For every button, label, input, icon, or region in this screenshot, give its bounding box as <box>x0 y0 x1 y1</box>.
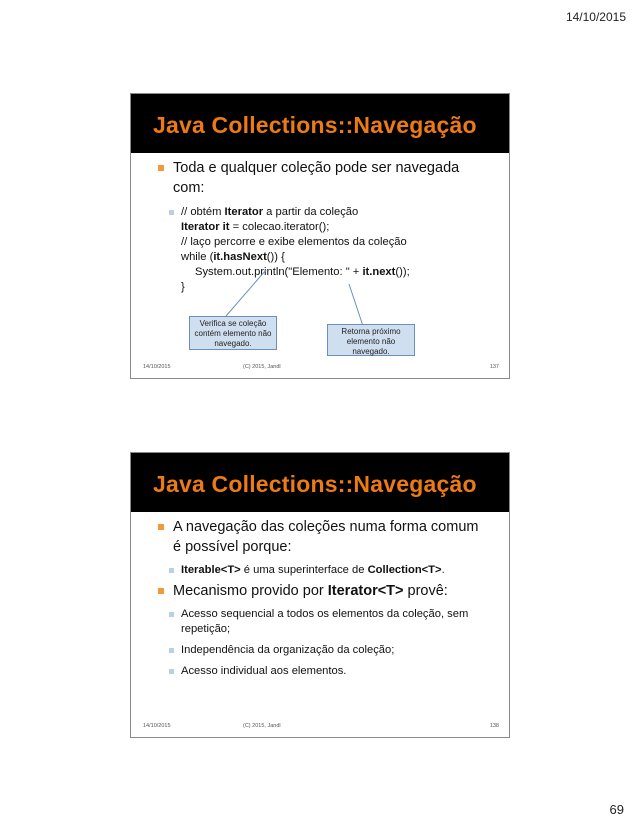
code-text: while ( <box>181 251 214 263</box>
footer-date: 14/10/2015 <box>143 723 171 729</box>
code-text: = colecao.iterator(); <box>229 221 330 233</box>
square-bullet-icon <box>158 524 164 530</box>
code-text: ()); <box>395 266 410 278</box>
bullet-text: Toda e qualquer coleção pode ser navegada com: <box>173 160 460 196</box>
footer-slide-number: 137 <box>489 364 499 370</box>
square-sub-bullet-icon <box>169 568 174 573</box>
sub-text: é uma superinterface de <box>240 564 368 576</box>
sub-text: Acesso individual aos elementos. <box>181 665 347 677</box>
callout-hasnext: Verifica se coleção contém elemento não navegado. <box>189 316 277 350</box>
slide-137 <box>130 93 510 379</box>
code-text: ()) { <box>266 251 285 263</box>
code-bold: it.hasNext <box>213 251 267 263</box>
sub-bold: Iterable<T> <box>181 564 241 576</box>
sub-text-c: a partir da coleção <box>263 206 359 218</box>
sub-bold: Collection<T> <box>367 564 442 576</box>
square-sub-bullet-icon <box>169 612 174 617</box>
bullet-text: Mecanismo provido por <box>173 583 328 599</box>
page-number: 69 <box>609 802 624 817</box>
square-sub-bullet-icon <box>169 669 174 674</box>
code-line-5: } <box>181 281 185 293</box>
bullet-item <box>131 517 509 557</box>
bullet-item <box>131 581 509 601</box>
sub-text: Independência da organização da coleção; <box>181 644 395 656</box>
page-date: 14/10/2015 <box>565 10 626 24</box>
code-bold: it.next <box>362 266 396 278</box>
callout-pointer-1 <box>226 270 266 316</box>
sub-bullet-item <box>131 607 509 637</box>
bullet-bold: Iterator<T> <box>327 583 404 599</box>
callout-next: Retorna próximo elemento não navegado. <box>327 324 415 356</box>
callout-pointer-2 <box>349 284 363 326</box>
bullet-text: provê: <box>403 583 448 599</box>
bullet-text: A navegação das coleções numa forma comum é possível porque: <box>173 519 479 555</box>
slide-138 <box>130 452 510 738</box>
sub-text: Acesso sequencial a todos os elementos da coleção, sem repetição; <box>181 608 469 635</box>
square-bullet-icon <box>158 588 164 594</box>
footer-copyright: (C) 2015, Jandl <box>243 723 281 729</box>
code-line-2: // laço percorre e exibe elementos da coleção <box>181 236 407 248</box>
slide-title: Java Collections::Navegação <box>153 471 477 497</box>
code-text: System.out.println("Elemento: " + <box>195 266 363 278</box>
slide-header <box>131 453 509 512</box>
code-bold: Iterator it <box>181 221 230 233</box>
sub-text: . <box>441 564 445 576</box>
callout-pointers <box>131 94 509 378</box>
footer-copyright: (C) 2015, Jandl <box>243 364 281 370</box>
slide-title: Java Collections::Navegação <box>153 112 477 138</box>
sub-bullet-item <box>131 563 509 578</box>
sub-text-b: Iterator <box>224 206 264 218</box>
sub-bullet-item <box>131 643 509 658</box>
sub-text-a: // obtém <box>181 206 225 218</box>
slide-body <box>131 517 509 679</box>
footer-slide-number: 138 <box>489 723 499 729</box>
footer-date: 14/10/2015 <box>143 364 171 370</box>
sub-bullet-item <box>131 664 509 679</box>
square-sub-bullet-icon <box>169 648 174 653</box>
